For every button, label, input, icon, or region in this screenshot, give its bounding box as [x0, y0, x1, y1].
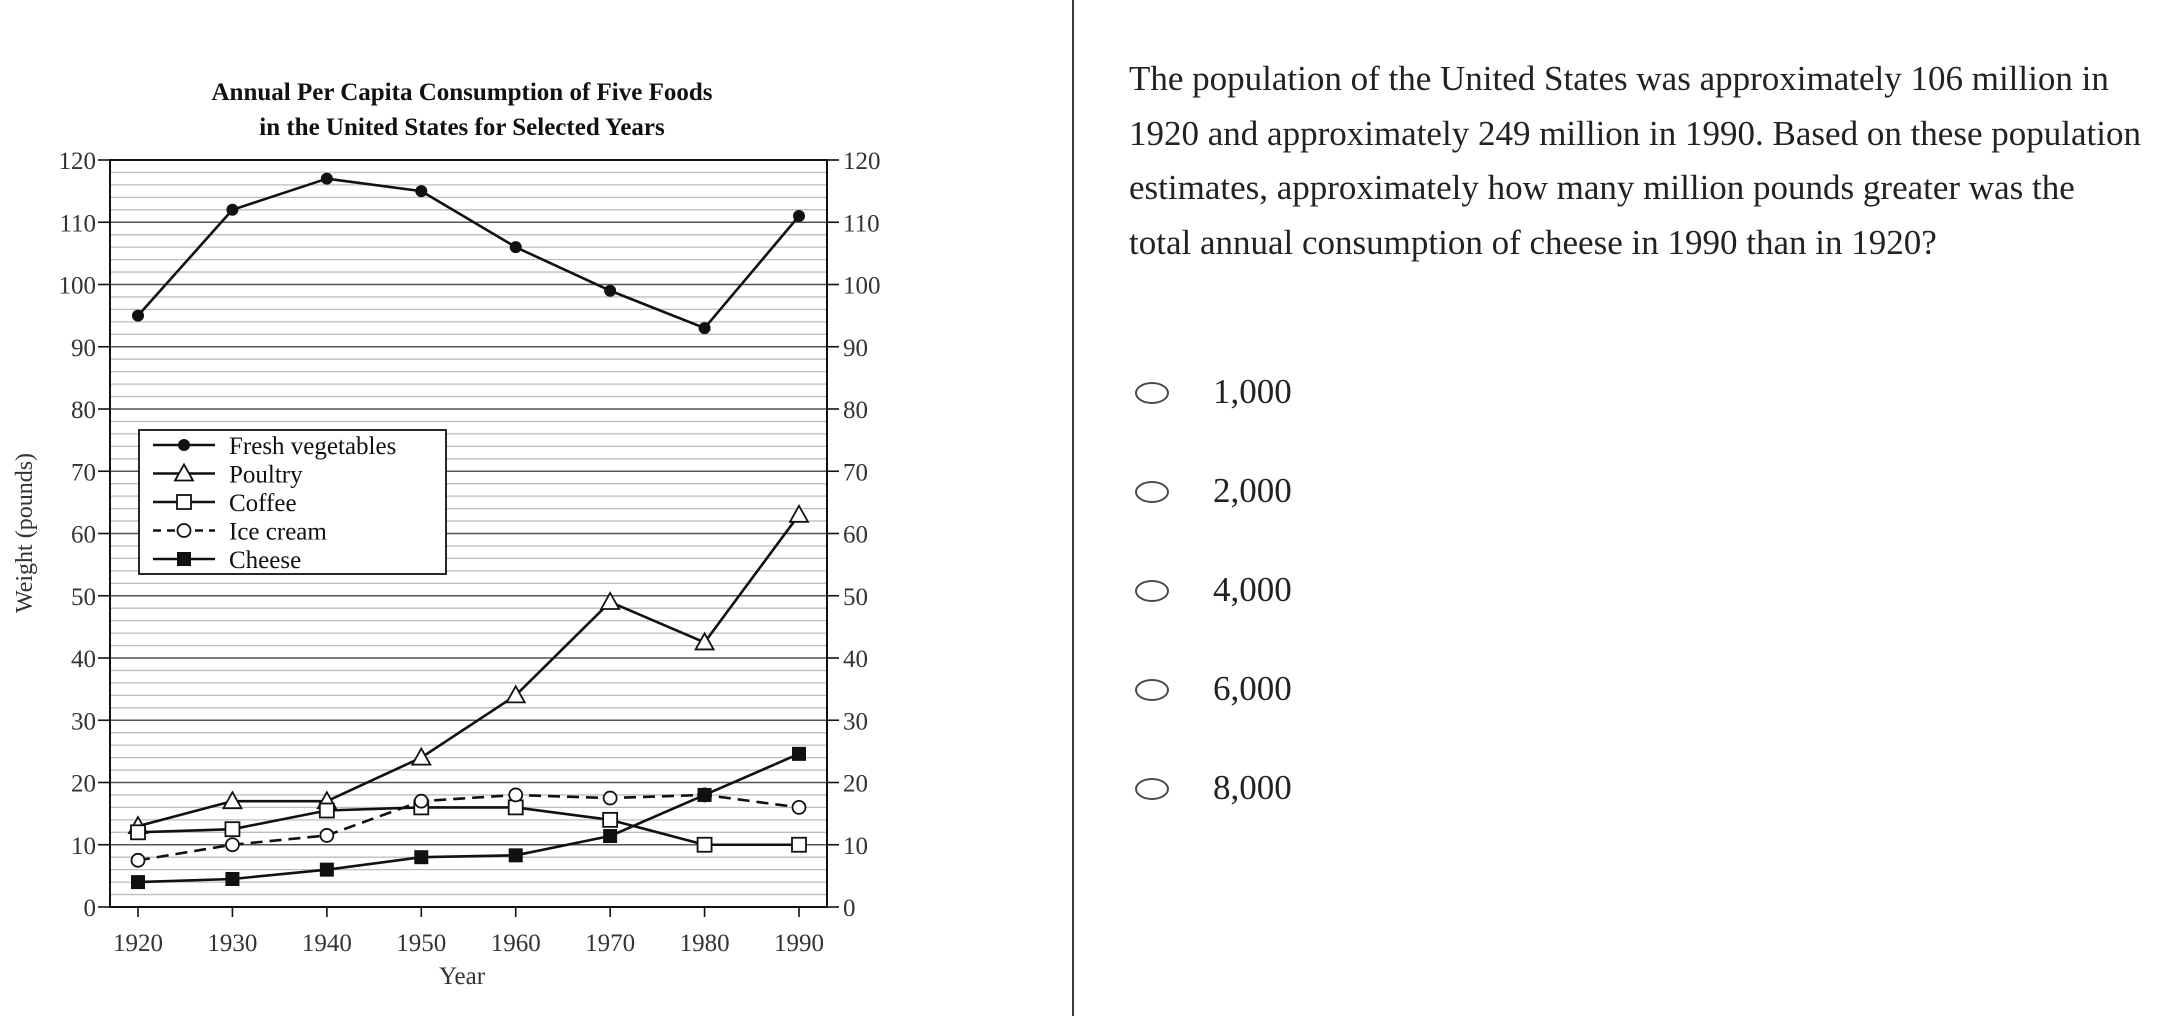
answer-choice-c[interactable] [1135, 563, 1535, 619]
y-tick-label-right: 50 [843, 583, 868, 611]
data-point-series-3 [793, 801, 806, 814]
panel-divider [1072, 0, 1074, 1016]
series-line-4 [138, 754, 799, 882]
y-tick-label-right: 90 [843, 334, 868, 362]
y-tick-label-right: 120 [843, 148, 881, 175]
y-tick-label-left: 90 [71, 334, 96, 362]
y-tick-label-right: 100 [843, 272, 881, 300]
y-tick-label-left: 80 [71, 397, 96, 424]
radio-button[interactable] [1135, 580, 1169, 602]
radio-button[interactable] [1135, 481, 1169, 503]
data-point-series-4 [132, 876, 145, 889]
y-tick-label-right: 30 [843, 708, 868, 736]
question-panel [1129, 0, 2149, 1016]
data-point-series-4 [320, 863, 333, 876]
radio-button[interactable] [1135, 778, 1169, 800]
y-tick-label-left: 120 [58, 148, 96, 175]
data-point-series-1 [412, 749, 430, 765]
answer-choice-label: 1,000 [1213, 372, 1292, 411]
data-point-series-2 [603, 813, 617, 827]
question-text: The population of the United States was approximately 106 million in 1920 and approximately 249 million in 1990. Based on these population estimates, approximately how many million pounds greater was the total annual consumption of cheese in 1990 than in 1920? [1129, 59, 2141, 262]
x-tick-label: 1960 [490, 930, 541, 957]
data-point-series-3 [320, 829, 333, 842]
line-chart [0, 0, 1072, 1016]
y-tick-label-right: 20 [843, 770, 868, 798]
data-point-series-4 [793, 747, 806, 760]
x-tick-label: 1950 [396, 930, 447, 957]
y-tick-label-right: 110 [843, 210, 880, 238]
data-point-series-2 [225, 822, 239, 836]
data-point-series-0 [416, 186, 427, 197]
data-point-series-2 [698, 838, 712, 852]
data-point-series-2 [509, 800, 523, 814]
data-point-series-3 [509, 788, 522, 801]
chart-title-line: Annual Per Capita Consumption of Five Foods [211, 79, 713, 106]
answer-choice-d[interactable] [1135, 662, 1535, 718]
x-axis-label: Year [438, 963, 486, 990]
legend-entry-label: Ice cream [229, 518, 327, 546]
y-tick-label-right: 0 [843, 895, 856, 922]
legend-entry-label: Cheese [229, 547, 302, 574]
x-tick-label: 1920 [113, 930, 163, 957]
y-tick-label-right: 10 [843, 832, 868, 860]
data-point-series-0 [510, 242, 521, 253]
y-tick-label-left: 30 [71, 708, 96, 736]
y-tick-label-right: 40 [843, 646, 868, 673]
radio-button[interactable] [1135, 679, 1169, 701]
answer-choice-label: 4,000 [1213, 570, 1292, 609]
y-tick-label-left: 60 [71, 521, 96, 549]
series-line-0 [138, 179, 799, 328]
legend-entry-label: Coffee [229, 490, 297, 517]
data-point-series-0 [227, 204, 238, 215]
answer-choice-b[interactable] [1135, 464, 1535, 520]
y-tick-label-left: 110 [59, 210, 96, 238]
legend-swatch-marker [178, 524, 191, 537]
data-point-series-3 [415, 795, 428, 808]
y-tick-label-right: 70 [843, 459, 868, 487]
x-tick-label: 1970 [585, 930, 636, 957]
data-point-series-2 [792, 838, 806, 852]
data-point-series-2 [131, 825, 145, 839]
x-tick-label: 1940 [301, 930, 352, 957]
chart-panel [0, 0, 1072, 1016]
data-point-series-0 [794, 211, 805, 222]
y-tick-label-left: 50 [71, 583, 96, 611]
data-point-series-0 [699, 323, 710, 334]
y-tick-label-right: 60 [843, 521, 868, 549]
answer-choice-a[interactable] [1135, 365, 1535, 421]
answer-choice-label: 8,000 [1213, 768, 1292, 807]
data-point-series-3 [132, 854, 145, 867]
data-point-series-0 [321, 173, 332, 184]
y-tick-label-left: 10 [71, 832, 96, 860]
legend-entry-label: Poultry [229, 461, 303, 489]
y-tick-label-left: 0 [83, 895, 96, 922]
data-point-series-0 [605, 285, 616, 296]
y-tick-label-right: 80 [843, 397, 868, 424]
data-point-series-4 [415, 851, 428, 864]
x-tick-label: 1980 [679, 930, 730, 957]
radio-button[interactable] [1135, 382, 1169, 404]
legend-swatch-marker [177, 495, 191, 509]
legend-entry-label: Fresh vegetables [229, 433, 397, 460]
y-tick-label-left: 70 [71, 459, 96, 487]
data-point-series-0 [133, 310, 144, 321]
answer-choice-e[interactable] [1135, 761, 1535, 817]
chart-title-line: in the United States for Selected Years [259, 114, 665, 141]
data-point-series-3 [604, 792, 617, 805]
data-point-series-4 [604, 830, 617, 843]
data-point-series-2 [320, 804, 334, 818]
legend-swatch-marker [179, 440, 190, 451]
x-tick-label: 1930 [207, 930, 258, 957]
data-point-series-3 [226, 838, 239, 851]
data-point-series-4 [226, 872, 239, 885]
x-tick-label: 1990 [774, 930, 824, 957]
legend-swatch-marker [178, 553, 191, 566]
answer-choice-label: 2,000 [1213, 471, 1292, 510]
y-tick-label-left: 100 [58, 272, 96, 300]
data-point-series-4 [509, 849, 522, 862]
y-tick-label-left: 40 [71, 646, 96, 673]
answer-choice-label: 6,000 [1213, 669, 1292, 708]
y-tick-label-left: 20 [71, 770, 96, 798]
y-axis-label: Weight (pounds) [12, 452, 38, 614]
data-point-series-4 [698, 788, 711, 801]
